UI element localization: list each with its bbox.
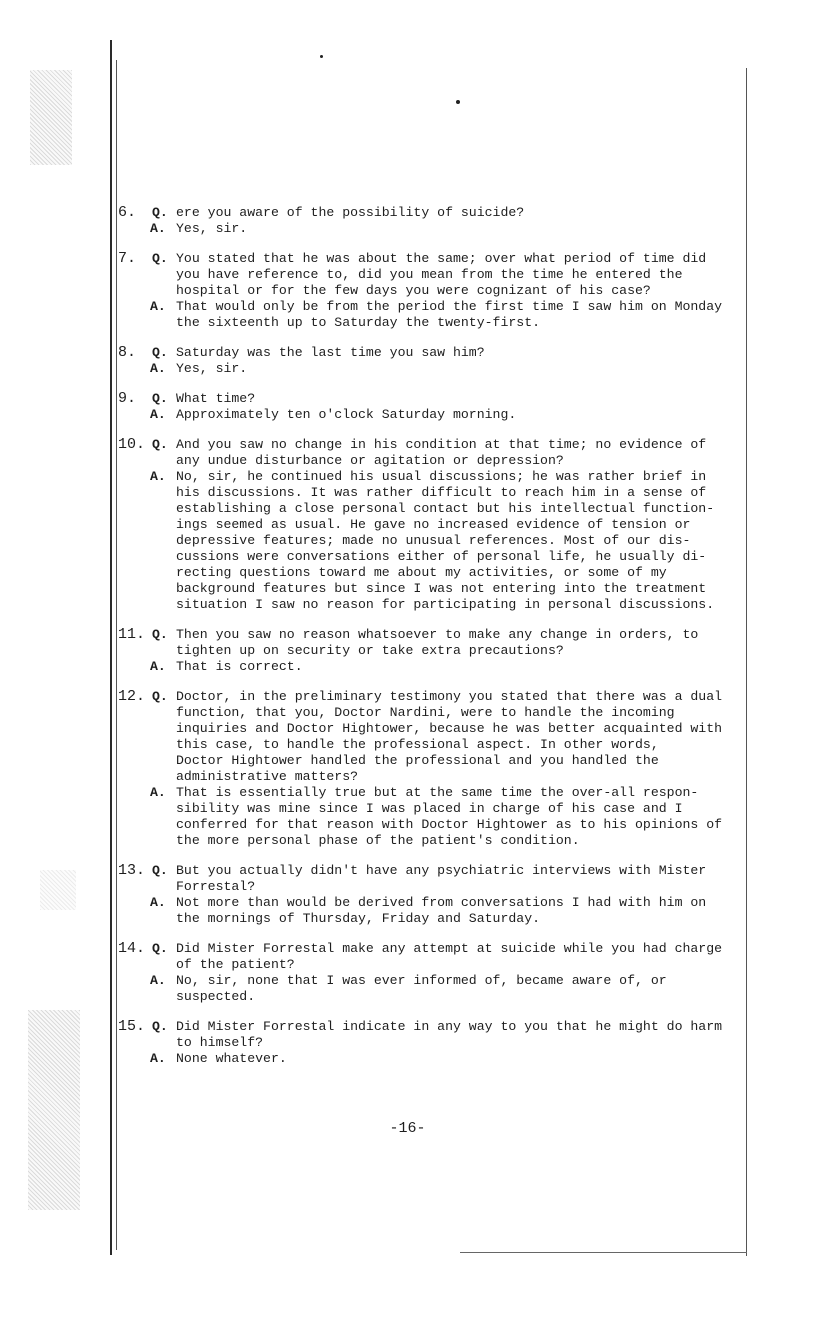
qa-item [118,941,748,1005]
question-line [118,1019,748,1035]
question-line: hospital or for the few days you were cognizant of his case? [176,283,651,298]
question-line: administrative matters? [176,769,359,784]
answer-label: A. [150,1051,166,1066]
question-line [118,345,748,361]
question-line: you have reference to, did you mean from the time he entered the [176,267,683,282]
answer-line [118,1051,748,1067]
question-line: function, that you, Doctor Nardini, were to handle the incoming [176,705,675,720]
question-label: Q. [152,345,168,360]
qa-item [118,627,748,675]
question-line [118,251,748,267]
question-label: Q. [152,437,168,452]
question-line: Forrestal? [176,879,256,894]
line-text: That would only be from the period the first time I saw him on Monday [176,299,723,314]
answer-label: A. [150,221,166,236]
answer-line: establishing a close personal contact but his intellectual function- [176,501,715,516]
answer-line: ings seemed as usual. He gave no increased evidence of tension or [176,517,691,532]
answer-line [118,659,748,675]
question-label: Q. [152,941,168,956]
line-text: Yes, sir. [176,221,248,236]
question-line: Doctor Hightower handled the professional and you handled the [176,753,659,768]
question-line: inquiries and Doctor Hightower, because he was better acquainted with [176,721,723,736]
item-number: 15. [118,1018,146,1035]
answer-line [118,221,748,237]
qa-item [118,863,748,927]
line-text: But you actually didn't have any psychiatric interviews with Mister [176,863,707,878]
line-text: Not more than would be derived from conversations I had with him on [176,895,707,910]
answer-line: recting questions toward me about my activities, or some of my [176,565,667,580]
answer-label: A. [150,785,166,800]
answer-line [118,469,748,485]
question-label: Q. [152,205,168,220]
answer-line: depressive features; made no unusual references. Most of our dis- [176,533,691,548]
scan-speckle-bottom-left [28,1010,80,1210]
line-text: None whatever. [176,1051,287,1066]
page-number: -16- [389,1120,426,1137]
question-line [118,863,748,879]
line-text: And you saw no change in his condition at that time; no evidence of [176,437,707,452]
question-line: tighten up on security or take extra precautions? [176,643,564,658]
line-text: Then you saw no reason whatsoever to make any change in orders, to [176,627,699,642]
line-text: Approximately ten o'clock Saturday morning. [176,407,517,422]
qa-item [118,1019,748,1067]
question-label: Q. [152,627,168,642]
answer-line: sibility was mine since I was placed in charge of his case and I [176,801,683,816]
answer-line: background features but since I was not entering into the treatment [176,581,707,596]
answer-line [118,361,748,377]
transcript-body [118,205,748,1067]
question-label: Q. [152,863,168,878]
line-text: You stated that he was about the same; over what period of time did [176,251,707,266]
qa-item [118,205,748,237]
answer-label: A. [150,361,166,376]
question-line [118,437,748,453]
answer-line [118,973,748,989]
item-number: 13. [118,862,146,879]
left-margin-rule [110,40,112,1255]
answer-line: the mornings of Thursday, Friday and Saturday. [176,911,541,926]
answer-line: cussions were conversations either of personal life, he usually di- [176,549,707,564]
item-number: 6. [118,204,137,221]
answer-line: the more personal phase of the patient's condition. [176,833,580,848]
question-label: Q. [152,251,168,266]
item-number: 12. [118,688,146,705]
item-number: 8. [118,344,137,361]
answer-line: suspected. [176,989,256,1004]
item-number: 11. [118,626,146,643]
line-text: Saturday was the last time you saw him? [176,345,485,360]
answer-line [118,407,748,423]
question-line [118,627,748,643]
bottom-margin-rule [460,1252,747,1253]
line-text: That is essentially true but at the same time the over-all respon- [176,785,699,800]
item-number: 14. [118,940,146,957]
scan-speckle-top-left [30,70,72,165]
line-text: Doctor, in the preliminary testimony you stated that there was a dual [176,689,723,704]
question-line: of the patient? [176,957,295,972]
answer-line [118,785,748,801]
question-line [118,689,748,705]
line-text: Did Mister Forrestal make any attempt at suicide while you had charge [176,941,723,956]
qa-item [118,437,748,613]
question-label: Q. [152,391,168,406]
answer-label: A. [150,973,166,988]
answer-line [118,299,748,315]
qa-item [118,251,748,331]
answer-label: A. [150,659,166,674]
scan-dot [456,100,460,104]
line-text: Yes, sir. [176,361,248,376]
answer-label: A. [150,407,166,422]
answer-label: A. [150,469,166,484]
item-number: 9. [118,390,137,407]
scan-dot [320,55,323,58]
answer-label: A. [150,299,166,314]
line-text: That is correct. [176,659,303,674]
answer-line: his discussions. It was rather difficult to reach him in a sense of [176,485,707,500]
question-line [118,941,748,957]
question-line [118,391,748,407]
qa-item [118,391,748,423]
qa-item [118,689,748,849]
line-text: Did Mister Forrestal indicate in any way to you that he might do harm [176,1019,723,1034]
answer-label: A. [150,895,166,910]
qa-item [118,345,748,377]
question-label: Q. [152,1019,168,1034]
line-text: What time? [176,391,256,406]
line-text: ere you aware of the possibility of suicide? [176,205,525,220]
line-text: No, sir, none that I was ever informed of, became aware of, or [176,973,667,988]
item-number: 10. [118,436,146,453]
answer-line: situation I saw no reason for participating in personal discussions. [176,597,715,612]
question-line [118,205,748,221]
question-line: any undue disturbance or agitation or depression? [176,453,564,468]
question-label: Q. [152,689,168,704]
line-text: No, sir, he continued his usual discussions; he was rather brief in [176,469,707,484]
answer-line: conferred for that reason with Doctor Hightower as to his opinions of [176,817,723,832]
item-number: 7. [118,250,137,267]
answer-line: the sixteenth up to Saturday the twenty-first. [176,315,541,330]
answer-line [118,895,748,911]
left-margin-rule-inner [116,60,117,1250]
question-line: this case, to handle the professional aspect. In other words, [176,737,659,752]
question-line: to himself? [176,1035,264,1050]
scan-speckle-mid-left [40,870,76,910]
